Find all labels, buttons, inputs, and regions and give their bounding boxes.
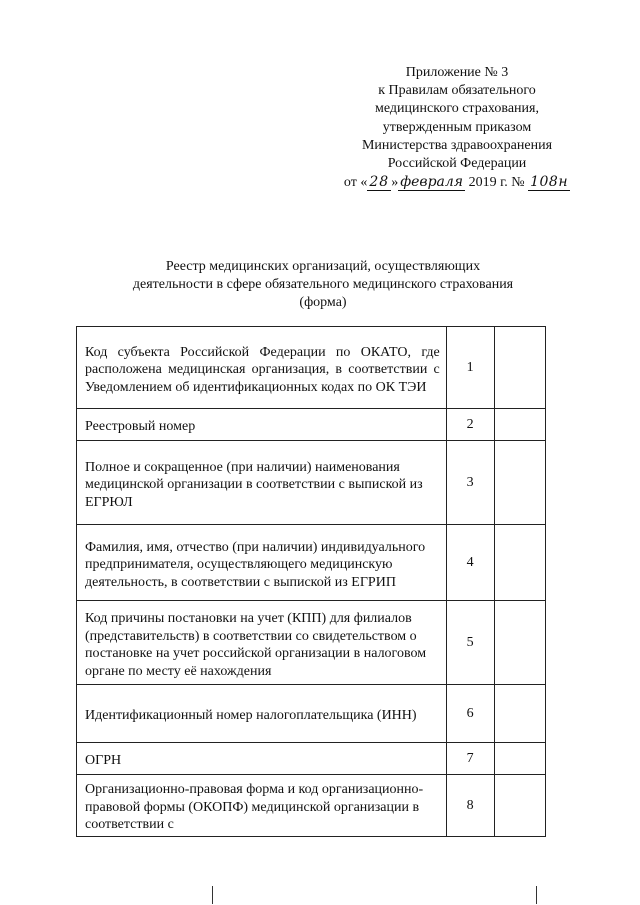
row-number: 7: [446, 743, 494, 775]
appendix-line-3: медицинского страхования,: [375, 101, 539, 117]
row-label: Полное и сокращенное (при наличии) наименования медицинской организации в соответствии с выпиской из ЕГРЮЛ: [77, 441, 447, 525]
row-label: Код субъекта Российской Федерации по ОКАТО, где расположена медицинская организация, в соответствии с Уведомлением об идентификационных кодах по ОК ТЭИ: [77, 327, 447, 409]
page-continuation-mark-left: [212, 886, 213, 904]
date-year: 2019 г. №: [468, 175, 525, 191]
row-number: 2: [446, 409, 494, 441]
document-title: [100, 258, 546, 312]
appendix-line-5: Министерства здравоохранения: [361, 137, 553, 153]
table-row: [77, 327, 546, 409]
row-number: 6: [446, 685, 494, 743]
table-row: [77, 409, 546, 441]
table-row: [77, 601, 546, 685]
table-row: [77, 775, 546, 837]
row-label: ОГРН: [77, 743, 447, 775]
row-label: Реестровый номер: [77, 409, 447, 441]
row-label: Организационно-правовая форма и код организационно-правовой формы (ОКОПФ) медицинской организации в соответствии с: [77, 775, 447, 837]
date-quote-close: »: [391, 175, 399, 191]
row-label: Код причины постановки на учет (КПП) для филиалов (представительств) в соответствии со свидетельством о постановке на учет российской организации в налоговом органе по месту её нахождения: [77, 601, 447, 685]
row-value-cell: [494, 409, 545, 441]
date-prefix: от «: [343, 175, 368, 191]
registry-form-table: [76, 326, 546, 837]
appendix-number: Приложение № 3: [405, 65, 509, 80]
order-number-handwritten: 108н: [530, 174, 569, 191]
table-row: [77, 441, 546, 525]
title-line-2: деятельности в сфере обязательного медицинского страхования: [132, 277, 514, 292]
date-day-handwritten: 28: [369, 174, 390, 191]
appendix-line-4: утвержденным приказом: [382, 119, 532, 135]
row-value-cell: [494, 525, 545, 601]
row-number: 8: [446, 775, 494, 837]
row-value-cell: [494, 775, 545, 837]
row-label: Идентификационный номер налогоплательщика (ИНН): [77, 685, 447, 743]
row-value-cell: [494, 327, 545, 409]
date-month-handwritten: февраля: [400, 174, 464, 191]
order-date-line: [330, 173, 584, 192]
title-line-1: Реестр медицинских организаций, осуществляющих: [165, 259, 481, 274]
row-value-cell: [494, 441, 545, 525]
title-line-3: (форма): [299, 295, 347, 310]
row-value-cell: [494, 685, 545, 743]
appendix-header: [330, 64, 584, 192]
row-number: 5: [446, 601, 494, 685]
page-continuation-mark-right: [536, 886, 537, 904]
appendix-line-6: Российской Федерации: [387, 156, 527, 172]
row-number: 4: [446, 525, 494, 601]
row-value-cell: [494, 743, 545, 775]
row-label: Фамилия, имя, отчество (при наличии) индивидуального предпринимателя, осуществляющего медицинскую деятельность, в соответствии с выпиской из ЕГРИП: [77, 525, 447, 601]
row-number: 1: [446, 327, 494, 409]
row-value-cell: [494, 601, 545, 685]
appendix-line-2: к Правилам обязательного: [378, 83, 536, 99]
row-number: 3: [446, 441, 494, 525]
table-row: [77, 743, 546, 775]
table-row: [77, 525, 546, 601]
table-row: [77, 685, 546, 743]
